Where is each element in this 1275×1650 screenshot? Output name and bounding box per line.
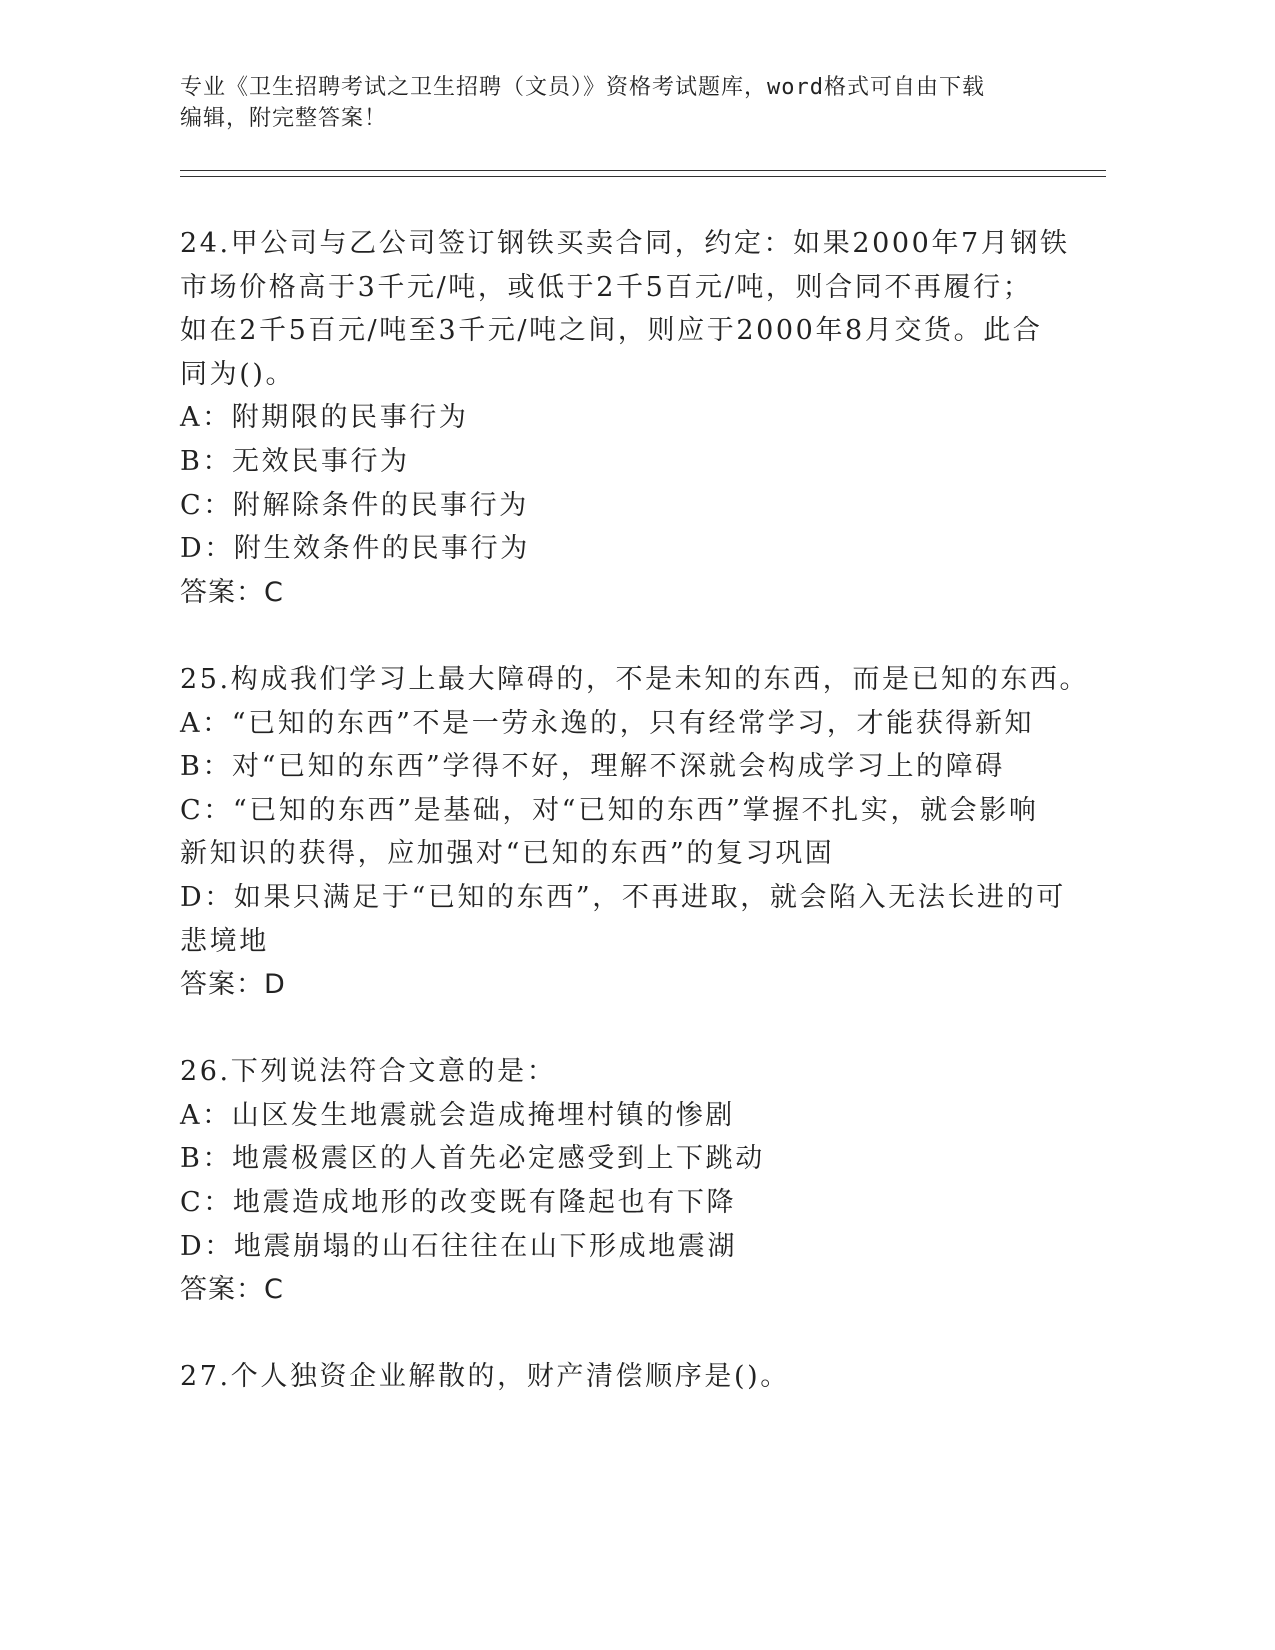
question-stem-line: 24.甲公司与乙公司签订钢铁买卖合同，约定：如果2000年7月钢铁 (180, 228, 1070, 259)
question-list (180, 222, 1090, 1399)
question-27 (180, 1355, 1080, 1399)
spacer (180, 1312, 1080, 1356)
option-b: B：无效民事行为 (180, 445, 410, 477)
spacer (180, 1007, 1080, 1051)
question-stem-line: 同为()。 (180, 358, 296, 390)
option-a: A：“已知的东西”不是一劳永逸的，只有经常学习，才能获得新知 (180, 707, 1035, 739)
answer-line: 答案：D (180, 969, 286, 1001)
option-c-continued: 新知识的获得，应加强对“已知的东西”的复习巩固 (180, 838, 835, 870)
option-a: A：山区发生地震就会造成掩埋村镇的惨剧 (180, 1099, 735, 1131)
question-stem-line: 27.个人独资企业解散的，财产清偿顺序是()。 (180, 1361, 790, 1393)
option-d: D：地震崩塌的山石往往在山下形成地震湖 (180, 1230, 738, 1262)
option-b: B：对“已知的东西”学得不好，理解不深就会构成学习上的障碍 (180, 751, 1005, 783)
header-line-2: 编辑，附完整答案！ (180, 106, 388, 131)
answer-line: 答案：C (180, 1274, 284, 1306)
question-stem-line: 26.下列说法符合文意的是： (180, 1056, 557, 1088)
option-d-continued: 悲境地 (180, 925, 269, 957)
header-divider-bottom (180, 176, 1106, 177)
spacer (180, 614, 1080, 658)
header-divider-top (180, 170, 1106, 171)
question-stem-line: 25.构成我们学习上最大障碍的，不是未知的东西，而是已知的东西。 (180, 663, 1090, 695)
option-c: C：“已知的东西”是基础，对“已知的东西”掌握不扎实，就会影响 (180, 794, 1039, 826)
question-stem-line: 市场价格高于3千元/吨，或低于2千5百元/吨，则合同不再履行； (180, 271, 1033, 303)
question-stem-line: 如在2千5百元/吨至3千元/吨之间，则应于2000年8月交货。此合 (180, 315, 1043, 347)
header-line-1: 专业《卫生招聘考试之卫生招聘（文员）》资格考试题库，word格式可自由下载 (180, 75, 985, 100)
answer-line: 答案：C (180, 576, 284, 608)
option-c: C：附解除条件的民事行为 (180, 489, 529, 521)
question-24 (180, 222, 1080, 614)
option-d: D：如果只满足于“已知的东西”，不再进取，就会陷入无法长进的可 (180, 881, 1066, 913)
option-a: A：附期限的民事行为 (180, 402, 469, 434)
question-26 (180, 1050, 1080, 1312)
option-c: C：地震造成地形的改变既有隆起也有下降 (180, 1187, 737, 1219)
option-b: B：地震极震区的人首先必定感受到上下跳动 (180, 1143, 765, 1175)
option-d: D：附生效条件的民事行为 (180, 533, 530, 565)
document-header (180, 72, 1060, 134)
question-25 (180, 658, 1090, 1007)
